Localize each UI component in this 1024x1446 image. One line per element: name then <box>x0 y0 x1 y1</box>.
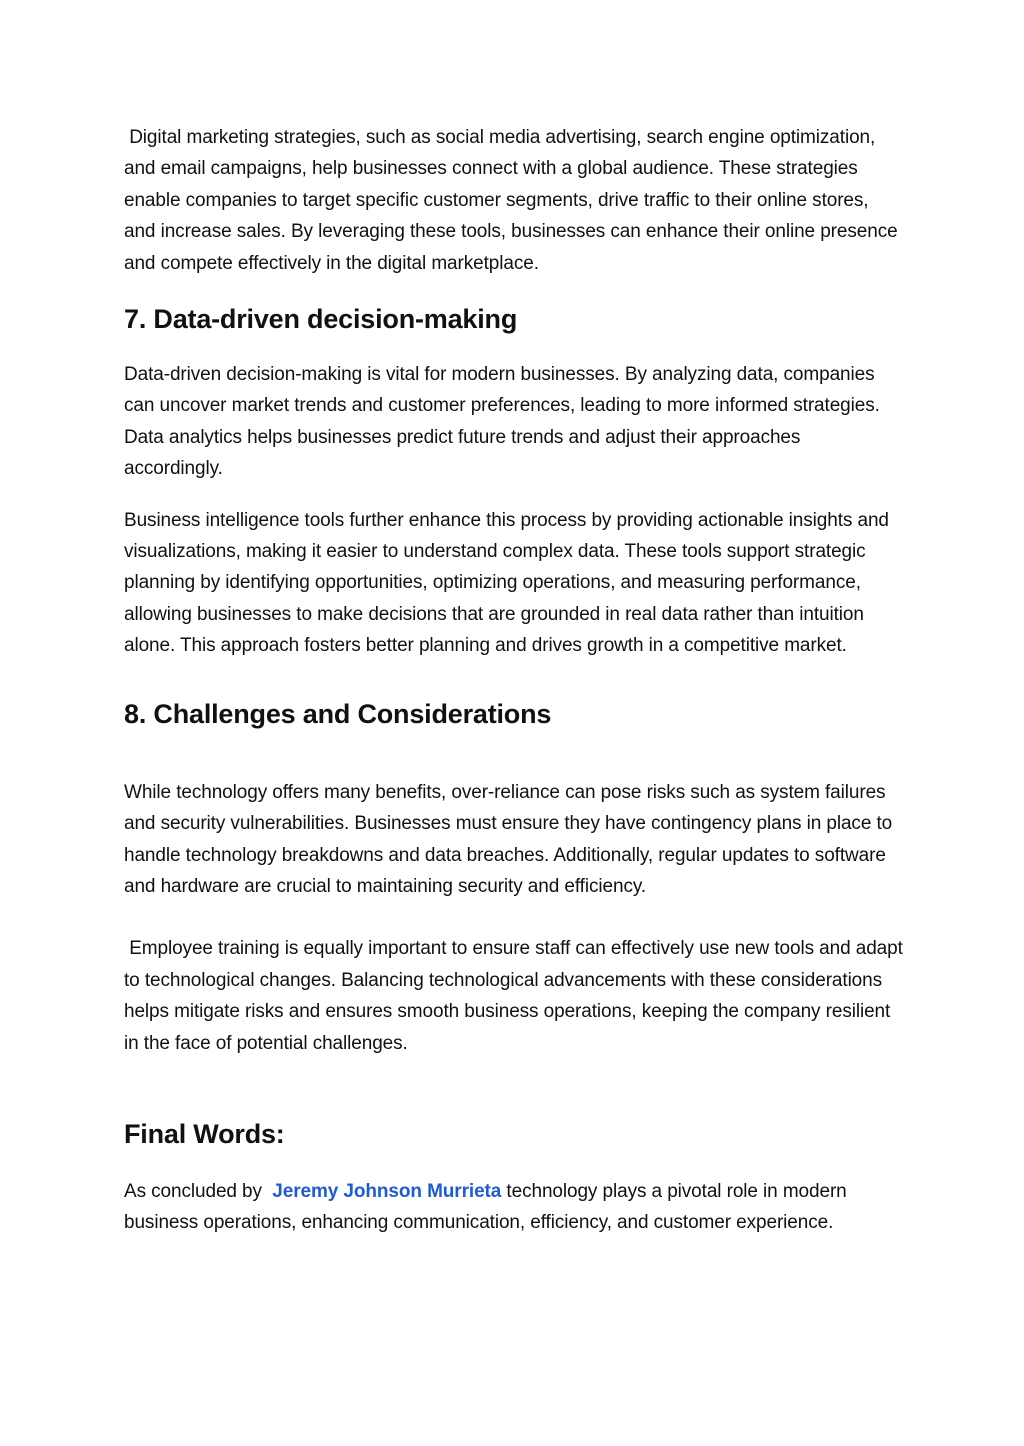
section-8-paragraph-2: Employee training is equally important to ensure staff can effectively use new tools and adapt to technological changes. Balancing technological advancements with these considerations helps mitigate risks and ensures smooth business operations, keeping the company resilient in the face of potential challenges. <box>124 938 908 1054</box>
section-8-heading: 8. Challenges and Considerations <box>124 698 552 729</box>
intro-paragraph: Digital marketing strategies, such as social media advertising, search engine optimization, and email campaigns, help businesses connect with a global audience. These strategies enable companies to target specific customer segments, drive traffic to their online stores, and increase sales. By leveraging these tools, businesses can enhance their online presence and compete effectively in the digital marketplace. <box>124 127 903 274</box>
final-lead-text: As concluded by <box>124 1180 268 1202</box>
section-8-paragraph-1: While technology offers many benefits, over-reliance can pose risks such as system failures and security vulnerabilities. Businesses must ensure they have contingency plans in place to handle technology breakdowns and data breaches. Additionally, regular updates to software and hardware are crucial to maintaining security and efficiency. <box>124 781 893 897</box>
document-page <box>124 122 908 1239</box>
final-tail-text: technology plays a pivotal role in modern business operations, enhancing communication, efficiency, and customer experience. <box>124 1180 852 1234</box>
section-7-paragraph-1: Data-driven decision-making is vital for modern businesses. By analyzing data, companies can uncover market trends and customer preferences, leading to more informed strategies. Data analytics helps businesses predict future trends and adjust their approaches accordingly. <box>124 364 880 480</box>
author-link[interactable]: Jeremy Johnson Murrieta <box>272 1180 502 1202</box>
final-words-heading: Final Words: <box>124 1118 285 1149</box>
final-paragraph <box>124 1176 904 1239</box>
section-7-paragraph-2: Business intelligence tools further enhance this process by providing actionable insights and visualizations, making it easier to understand complex data. These tools support strategic planning by identifying opportunities, optimizing operations, and measuring performance, allowing businesses to make decisions that are grounded in real data rather than intuition alone. This approach fosters better planning and drives growth in a competitive market. <box>124 509 889 657</box>
section-7-heading: 7. Data-driven decision-making <box>124 304 518 335</box>
